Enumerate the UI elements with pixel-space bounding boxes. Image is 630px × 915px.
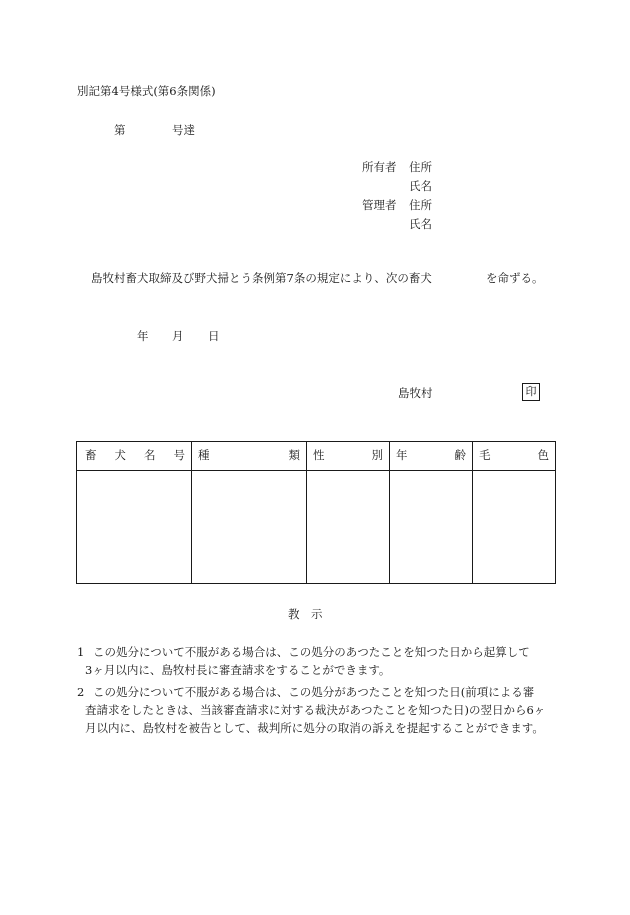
manager-label: 管理者 xyxy=(362,198,397,212)
document-number-prefix: 第 xyxy=(114,123,126,137)
instruction-item xyxy=(77,683,557,737)
item-text: 3ヶ月以内に、島牧村長に審査請求をすることができます。 xyxy=(85,663,391,677)
owner-label: 所有者 xyxy=(362,160,397,174)
instruction-item xyxy=(77,643,557,679)
header-breed: 種 類 xyxy=(198,448,300,462)
item-number: 1 xyxy=(77,645,85,659)
item-text: この処分について不服がある場合は、この処分があつたことを知つた日(前項による審 xyxy=(93,685,535,699)
date-month-label: 月 xyxy=(172,329,184,343)
date-year-label: 年 xyxy=(137,329,149,343)
form-reference: 別記第4号様式(第6条関係) xyxy=(77,84,216,98)
order-text: 島牧村畜犬取締及び野犬掃とう条例第7条の規定により、次の畜犬 xyxy=(91,271,432,285)
date-day-label: 日 xyxy=(208,329,220,343)
table-column-divider xyxy=(306,442,307,583)
table-header-divider xyxy=(77,470,555,471)
item-text: 月以内に、島牧村を被告として、裁判所に処分の取消の訴えを提起することができます。 xyxy=(85,721,544,735)
village-name: 島牧村 xyxy=(398,386,433,400)
instruction-title: 教 示 xyxy=(288,607,323,621)
dog-info-table xyxy=(76,441,556,584)
item-number: 2 xyxy=(77,685,85,699)
header-coat-color: 毛 色 xyxy=(479,448,549,462)
header-age: 年 齢 xyxy=(396,448,466,462)
header-sex: 性 別 xyxy=(313,448,383,462)
manager-name-label: 氏名 xyxy=(409,217,432,231)
table-column-divider xyxy=(389,442,390,583)
seal-mark: 印 xyxy=(522,383,540,401)
table-column-divider xyxy=(191,442,192,583)
header-dog-name: 畜 犬 名 号 xyxy=(85,448,185,462)
owner-name-label: 氏名 xyxy=(409,179,432,193)
owner-address-label: 住所 xyxy=(409,160,432,174)
item-text: この処分について不服がある場合は、この処分のあつたことを知つた日から起算して xyxy=(93,645,530,659)
manager-address-label: 住所 xyxy=(409,198,432,212)
order-text-end: を命ずる。 xyxy=(486,271,544,285)
item-text: 査請求をしたときは、当該審査請求に対する裁決があつたことを知つた日)の翌日から6ヶ xyxy=(85,703,546,717)
table-column-divider xyxy=(472,442,473,583)
document-number-suffix: 号達 xyxy=(172,123,195,137)
